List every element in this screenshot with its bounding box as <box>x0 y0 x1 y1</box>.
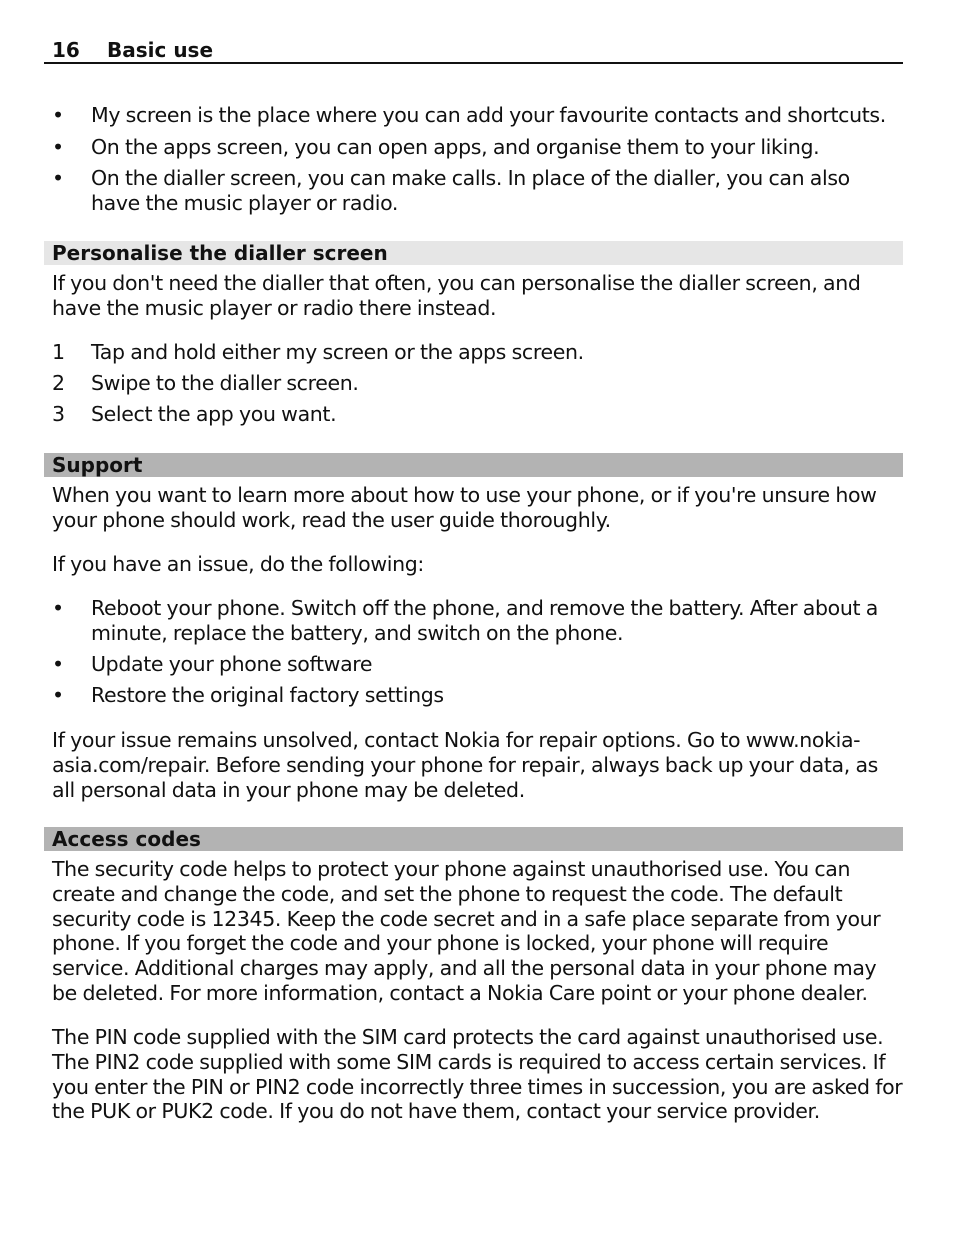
chapter-title: Basic use <box>107 38 214 62</box>
bullet-marker: • <box>52 596 64 620</box>
section-title: Personalise the dialler screen <box>52 241 388 265</box>
numbered-step <box>52 402 904 427</box>
intro-bullet-item <box>52 103 904 128</box>
bullet-text: On the apps screen, you can open apps, and organise them to your liking. <box>91 135 820 159</box>
bullet-text: On the dialler screen, you can make calls. In place of the dialler, you can also have the music player or radio. <box>91 166 850 215</box>
personalise-paragraph: If you don't need the dialler that often, you can personalise the dialler screen, and have the music player or radio there instead. <box>52 271 861 320</box>
step-text: Select the app you want. <box>91 402 337 426</box>
access-codes-paragraph: The security code helps to protect your phone against unauthorised use. You can create and change the code, and set the phone to request the code. The default security code is 12345. Keep the code secret and in a safe place separate from your phone. If you forget the code and your phone is locked, your phone will require service. Additional charges may apply, and all the personal data in your phone may be deleted. For more information, contact a Nokia Care point or your phone dealer. <box>52 857 881 1005</box>
support-paragraph: If your issue remains unsolved, contact Nokia for repair options. Go to www.nokia-asia.com/repair. Before sending your phone for repair, always back up your data, as all personal data in your phone may be deleted. <box>52 728 878 802</box>
page-number: 16 <box>52 38 80 62</box>
bullet-marker: • <box>52 652 64 676</box>
support-bullet-item <box>52 652 904 677</box>
bullet-marker: • <box>52 683 64 707</box>
intro-bullet-item <box>52 135 904 160</box>
step-text: Swipe to the dialler screen. <box>91 371 359 395</box>
intro-bullet-item <box>52 166 904 216</box>
step-text: Tap and hold either my screen or the apps screen. <box>91 340 584 364</box>
section-title: Access codes <box>52 827 201 851</box>
numbered-step <box>52 340 904 365</box>
support-bullet-item <box>52 596 904 646</box>
bullet-text: My screen is the place where you can add your favourite contacts and shortcuts. <box>91 103 886 127</box>
section-title: Support <box>52 453 143 477</box>
section-heading-support <box>44 453 903 477</box>
bullet-text: Reboot your phone. Switch off the phone, and remove the battery. After about a minute, replace the battery, and switch on the phone. <box>91 596 878 645</box>
bullet-text: Update your phone software <box>91 652 373 676</box>
section-heading-personalise <box>44 241 903 265</box>
step-number: 3 <box>52 402 65 426</box>
bullet-marker: • <box>52 166 64 190</box>
bullet-text: Restore the original factory settings <box>91 683 444 707</box>
access-codes-paragraph: The PIN code supplied with the SIM card protects the card against unauthorised use. The PIN2 code supplied with some SIM cards is required to access certain services. If you enter the PIN or PIN2 code incorrectly three times in succession, you are asked for the PUK or PUK2 code. If you do not have them, contact your service provider. <box>52 1025 903 1124</box>
section-heading-access-codes <box>44 827 903 851</box>
support-paragraph: If you have an issue, do the following: <box>52 552 424 576</box>
step-number: 1 <box>52 340 65 364</box>
bullet-marker: • <box>52 135 64 159</box>
support-bullet-item <box>52 683 904 708</box>
numbered-step <box>52 371 904 396</box>
support-paragraph: When you want to learn more about how to use your phone, or if you're unsure how your phone should work, read the user guide thoroughly. <box>52 483 877 532</box>
bullet-marker: • <box>52 103 64 127</box>
step-number: 2 <box>52 371 65 395</box>
running-header <box>44 38 903 64</box>
